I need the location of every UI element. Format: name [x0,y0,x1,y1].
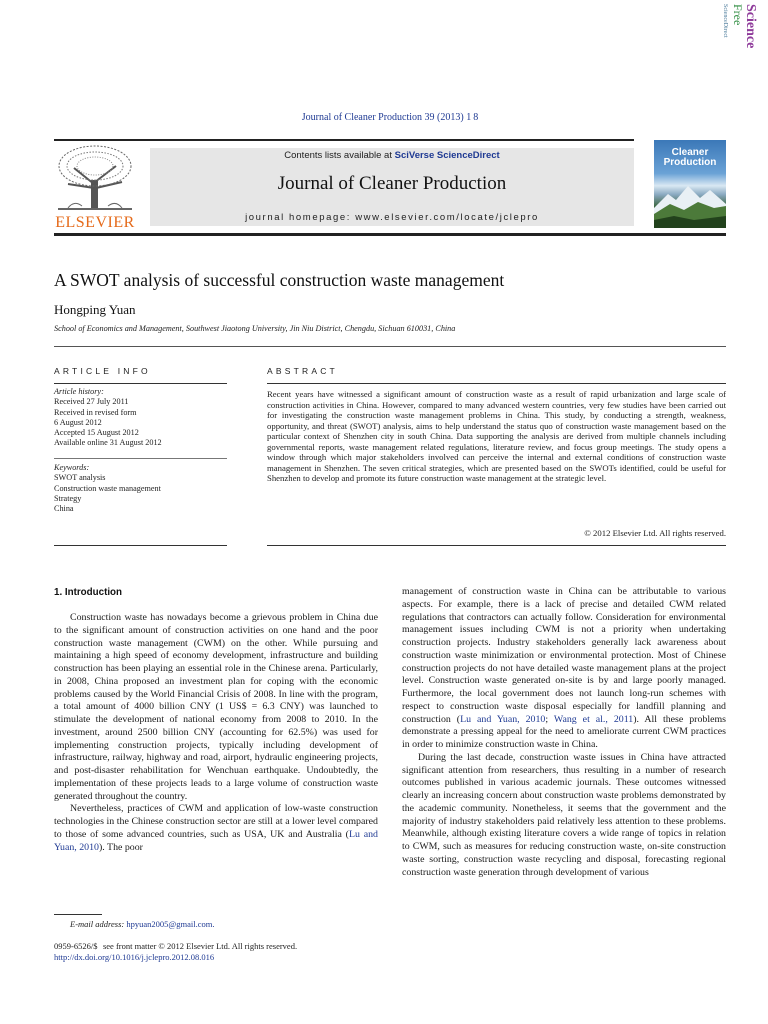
history-item: Accepted 15 August 2012 [54,428,139,438]
citation-link[interactable]: Wang et al., 2011 [553,713,634,725]
email-link[interactable]: hpyuan2005@gmail.com. [126,919,215,929]
paragraph-text: management of construction waste in China can be attributable to various aspects. For example, there is a lack of precise and detailed CWM related regulations that contractors can actually follow. Consideration for environmental management issues including CWM is not a priority when undertaking construction projects. Industry stakeholders generally lack awareness about construction waste minimization or environmental protection. Most of Chinese construction projects do not have detailed waste management plans at the project level. Construction waste generated on-site is by and large poorly managed. Furthermore, the local government does not launch long-run schemes with respect to construction waste disposal especially for landfill planning and construction ( [402,586,726,725]
keywords-block [54,463,161,514]
affiliation-rule [54,346,726,347]
journal-cover-image[interactable] [654,140,726,228]
journal-title: Journal of Cleaner Production [277,173,507,194]
article-history-label: Article history: [54,387,104,396]
paragraph: During the last decade, construction waste issues in China have attracted significant attention from researchers, thus resulting in a number of research outcomes published in various academic journals. These outcomes witnessed clearly an increasing concern about construction waste problems demonstrated by the academic community. Nonetheless, it seems that the government and the majority of industry stakeholders paid relatively less attention to these problems. Meanwhile, although existing literature covers a wide range of topics in relation to CWM, such as measures for reducing construction waste, on-site construction waste sorting, construction waste recycling and disposal, forecasting regional construction waste generation through development of various [402,751,726,878]
paragraph-text: ). All these problems demonstrate a pressing appeal for the need to ameliorate current CWM practices in order to minimize construction waste in China. [402,713,726,750]
cover-title-line-1: Cleaner [671,147,709,158]
body-column-left [54,612,378,854]
contents-prefix: Contents lists available at [284,150,395,161]
paragraph [54,803,378,854]
keyword-item: China [54,504,74,514]
elsevier-tree-icon [54,144,136,214]
mountain-landscape-icon [654,178,726,228]
section-heading-introduction: 1. Introduction [54,587,123,598]
badge-word-science: Science [743,4,758,49]
paragraph: Construction waste has nowadays become a grievous problem in China due to the significant amount of construction activities on one hand and the poor construction waste management (CWM) on the other. While pursuing and maintaining a high speed of economy development, infrastructure and building construction has been playing an essential role in the Chinese arena. Particularly, in 2008, China proposed an investment plan for coping with the economic problems caused by the World Financial Crisis of 2008. In line with the program, a total amount of 4000 billion CNY (1 US$ = 6.3 CNY) was launched to stimulate the development of national economy from 2008 to 2010. In the investment, around 2500 billion CNY (accounting for 62.5%) was used for implementing construction projects, typically including development of infrastructure, railway, highway and road, airport, hydraulic engineering projects, and post-disaster rehabilitation for Wenchuan earthquake. Undoubtedly, the implementation of these projects leads to a large volume of construction waste generated throughout the country. [54,612,378,802]
keyword-item: Construction waste management [54,483,161,493]
science-free-badge[interactable] [724,2,758,74]
keywords-label: Keywords: [54,463,90,472]
elsevier-wordmark: ELSEVIER [55,214,135,231]
article-info-bottom-rule [54,545,227,546]
history-item: Available online 31 August 2012 [54,438,162,448]
footnote-email [70,919,214,929]
article-info-divider [54,458,227,459]
header-bottom-rule [54,233,726,236]
header-top-rule [54,139,634,141]
footnote-rule [54,914,102,915]
paragraph-text: Nevertheless, practices of CWM and application of low-waste construction technologies in the Chinese construction sector are still at a lower level compared to those of some advanced countries, such as USA, UK and Australia ( [54,803,378,840]
citation-link[interactable]: Lu and Yuan, 2010 [460,713,546,725]
keyword-item: SWOT analysis [54,473,106,483]
elsevier-logo [54,144,136,230]
article-info-rule [54,383,227,384]
abstract-copyright: © 2012 Elsevier Ltd. All rights reserved. [584,528,726,538]
doi-link[interactable]: http://dx.doi.org/10.1016/j.jclepro.2012.08.016 [54,952,215,962]
paragraph-text: ; [545,713,554,725]
journal-reference[interactable]: Journal of Cleaner Production 39 (2013) 1 8 [301,112,479,123]
contents-line [150,150,634,161]
journal-homepage[interactable]: journal homepage: www.elsevier.com/locate/jclepro [245,212,539,223]
article-info-heading: ARTICLE INFO [54,366,151,376]
keyword-item: Strategy [54,493,82,503]
abstract-rule [267,383,726,384]
issn-line: 0959-6526/$ see front matter © 2012 Elsevier Ltd. All rights reserved. [54,941,298,951]
cover-title [654,148,726,168]
history-item: Received in revised form [54,407,137,417]
abstract-text: Recent years have witnessed a significant amount of construction waste as a result of rapid urbanization and large scale of construction activities in China. However, compared to many advanced western countries, very few studies have been carried out for investigating the construction waste management problems in China. This study, by conducting a strength, weakness, opportunity, and threat (SWOT) analysis, aims to help understand the status quo of construction waste management based on the particular context of Shenzhen city in south China. Data supporting the analysis are derived from multiple channels including governmental reports, waste management related regulations, literature review, and focus group meetings. The study opens a window through which major stakeholders involved can perceive the internal and external conditions of construction waste management in Shenzhen. The seven critical strategies, which are presented based on the SWOTs identified, could be useful for Shenzhen to develop and promote its future construction waste management at the strategic level. [267,389,726,484]
article-history [54,387,162,449]
citation-link[interactable]: Lu and Yuan, 2010 [54,828,378,853]
sciencedirect-link[interactable]: SciVerse ScienceDirect [394,150,500,161]
journal-header-box [150,148,634,226]
author-affiliation: School of Economics and Management, Southwest Jiaotong University, Jin Niu District, Chengdu, Sichuan 610031, China [54,324,456,333]
paragraph [402,586,726,752]
badge-word-sciencedirect: ScienceDirect [722,4,728,38]
abstract-heading: ABSTRACT [267,366,338,376]
history-item: Received 27 July 2011 [54,397,129,407]
author-name[interactable]: Hongping Yuan [54,302,136,317]
badge-word-free: Free [731,4,745,26]
abstract-bottom-rule [267,545,726,546]
cover-title-line-2: Production [663,157,717,168]
email-label: E-mail address: [70,919,125,929]
paragraph-text: ). The poor [98,841,143,853]
history-item: 6 August 2012 [54,417,102,427]
body-column-right [402,586,726,879]
article-title: A SWOT analysis of successful construction waste management [54,270,505,290]
